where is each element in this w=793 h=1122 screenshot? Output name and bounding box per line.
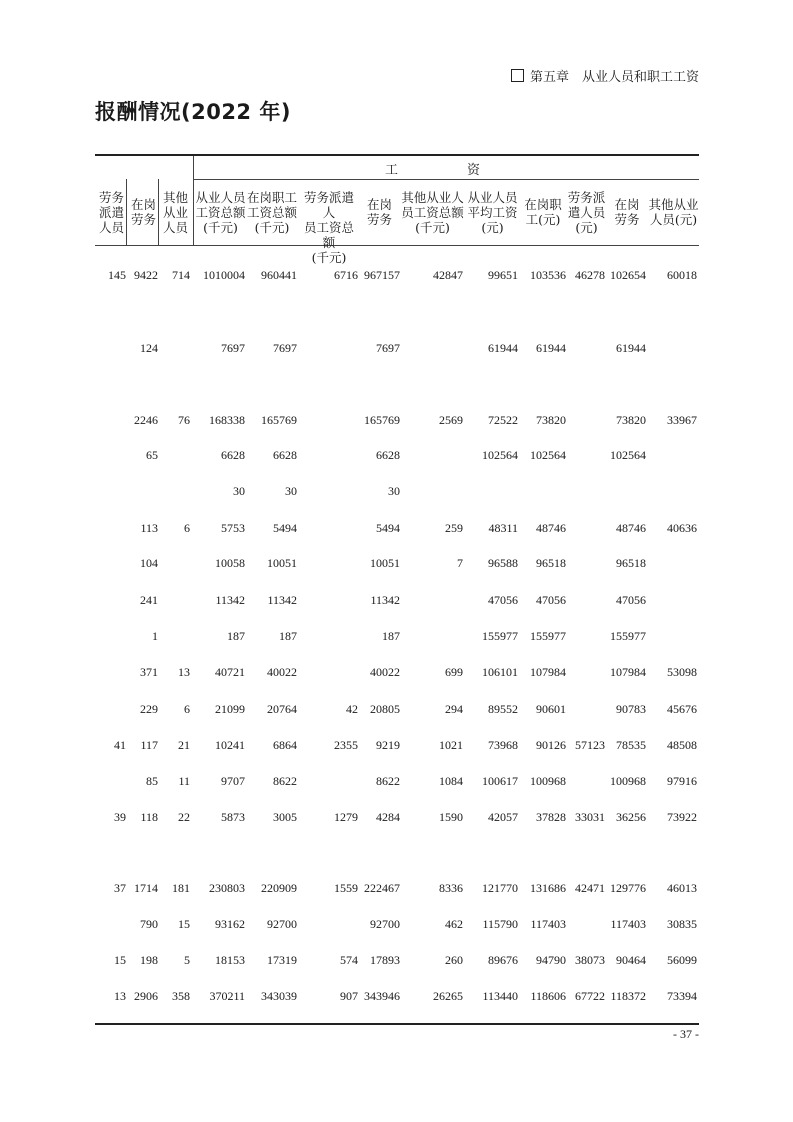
table-cell: 131686 [530,881,566,895]
table-cell: 3005 [273,810,297,824]
table-cell: 17319 [267,953,297,967]
table-cell: 97916 [667,774,697,788]
table-cell: 2355 [334,738,358,752]
table-cell: 198 [140,953,158,967]
table-cell: 102654 [610,268,646,282]
table-cell: 36256 [616,810,646,824]
table-cell: 17893 [370,953,400,967]
table-cell: 30 [388,484,400,498]
table-cell: 100617 [482,774,518,788]
column-header: 劳务派遣人 员工资总额 (千元) [303,189,354,265]
table-cell: 10241 [215,738,245,752]
table-cell: 181 [172,881,190,895]
table-cell: 11 [178,774,190,788]
table-cell: 53098 [667,665,697,679]
table-cell: 73922 [667,810,697,824]
column-header: 其他从业人 员工资总额 (千元) [401,189,464,235]
table-cell: 21099 [215,702,245,716]
table-cell: 8336 [439,881,463,895]
running-head [511,66,699,85]
table-cell: 73394 [667,989,697,1003]
table-cell: 42057 [488,810,518,824]
table-cell: 40721 [215,665,245,679]
table-cell: 90464 [616,953,646,967]
table-cell: 8622 [273,774,297,788]
table-cell: 7697 [376,341,400,355]
table-cell: 102564 [482,448,518,462]
table-cell: 96518 [616,556,646,570]
table-cell: 73820 [616,413,646,427]
table-cell: 2906 [134,989,158,1003]
table-cell: 222467 [364,881,400,895]
table-cell: 220909 [261,881,297,895]
table-cell: 96588 [488,556,518,570]
table-cell: 47056 [616,593,646,607]
table-cell: 115790 [482,917,518,931]
table-cell: 40022 [370,665,400,679]
table-cell: 7697 [221,341,245,355]
table-cell: 960441 [261,268,297,282]
column-header: 其他从业 人员(元) [648,197,699,227]
table-cell: 89552 [488,702,518,716]
table-cell: 90126 [536,738,566,752]
table-cell: 107984 [610,665,646,679]
table-cell: 48311 [488,521,518,535]
table-cell: 10051 [370,556,400,570]
table-cell: 7697 [273,341,297,355]
table-cell: 370211 [209,989,245,1003]
table-cell: 371 [140,665,158,679]
table-cell: 9219 [376,738,400,752]
table-cell: 6628 [376,448,400,462]
table-cell: 1714 [134,881,158,895]
table-cell: 103536 [530,268,566,282]
table-cell: 229 [140,702,158,716]
table-cell: 9707 [221,774,245,788]
table-cell: 21 [178,738,190,752]
table-cell: 168338 [209,413,245,427]
table-cell: 33031 [575,810,605,824]
table-cell: 5494 [376,521,400,535]
table-cell: 60018 [667,268,697,282]
column-header: 从业人员 工资总额 (千元) [195,189,246,235]
header-bottom-rule [95,245,699,246]
table-cell: 42471 [575,881,605,895]
table-cell: 102564 [530,448,566,462]
page-number: - 37 - [673,1027,699,1041]
table-cell: 574 [340,953,358,967]
table-cell: 187 [279,629,297,643]
column-header: 在岗职工 工资总额 (千元) [246,189,297,235]
table-cell: 6628 [273,448,297,462]
table-cell: 107984 [530,665,566,679]
table-cell: 15 [114,953,126,967]
table-cell: 46013 [667,881,697,895]
group-header-wages: 工 资 [384,163,508,178]
table-cell: 61944 [488,341,518,355]
table-bottom-rule [95,1023,699,1025]
page-title: 报酬情况(2022 年) [95,100,291,124]
table-cell: 90601 [536,702,566,716]
table-cell: 259 [445,521,463,535]
table-cell: 1021 [439,738,463,752]
table-cell: 94790 [536,953,566,967]
table-cell: 67722 [575,989,605,1003]
table-cell: 26265 [433,989,463,1003]
table-cell: 187 [382,629,400,643]
table-cell: 42 [346,702,358,716]
table-cell: 117403 [530,917,566,931]
table-cell: 11342 [267,593,297,607]
table-cell: 187 [227,629,245,643]
table-cell: 41 [114,738,126,752]
table-cell: 124 [140,341,158,355]
table-cell: 155977 [610,629,646,643]
table-cell: 20805 [370,702,400,716]
table-cell: 117 [140,738,158,752]
table-cell: 48746 [536,521,566,535]
header-sub-rule [194,179,699,180]
table-cell: 72522 [488,413,518,427]
table-cell: 1010004 [203,268,245,282]
table-cell: 42847 [433,268,463,282]
table-cell: 5494 [273,521,297,535]
table-cell: 5753 [221,521,245,535]
table-cell: 48508 [667,738,697,752]
table-cell: 6 [184,521,190,535]
table-cell: 462 [445,917,463,931]
table-cell: 13 [178,665,190,679]
square-icon [511,69,524,82]
table-cell: 699 [445,665,463,679]
table-top-rule [95,154,699,156]
table-cell: 907 [340,989,358,1003]
table-cell: 2569 [439,413,463,427]
table-cell: 40636 [667,521,697,535]
table-cell: 104 [140,556,158,570]
table-cell: 5 [184,953,190,967]
table-cell: 343946 [364,989,400,1003]
table-cell: 260 [445,953,463,967]
table-cell: 6628 [221,448,245,462]
table-cell: 8622 [376,774,400,788]
table-cell: 30 [233,484,245,498]
table-cell: 102564 [610,448,646,462]
table-cell: 7 [457,556,463,570]
table-cell: 48746 [616,521,646,535]
table-cell: 92700 [370,917,400,931]
table-cell: 85 [146,774,158,788]
table-cell: 6716 [334,268,358,282]
table-cell: 113 [140,521,158,535]
table-cell: 61944 [536,341,566,355]
table-cell: 90783 [616,702,646,716]
table-cell: 40022 [267,665,297,679]
table-cell: 30 [285,484,297,498]
table-cell: 100968 [610,774,646,788]
table-cell: 106101 [482,665,518,679]
column-header: 在岗职 工(元) [524,197,562,227]
table-cell: 33967 [667,413,697,427]
column-header: 从业人员 平均工资 (元) [467,189,518,235]
table-cell: 10051 [267,556,297,570]
table-cell: 1590 [439,810,463,824]
table-cell: 92700 [267,917,297,931]
table-cell: 241 [140,593,158,607]
table-cell: 89676 [488,953,518,967]
table-cell: 9422 [134,268,158,282]
table-cell: 46278 [575,268,605,282]
table-cell: 47056 [488,593,518,607]
table-cell: 61944 [616,341,646,355]
table-cell: 790 [140,917,158,931]
column-header: 劳务派 遣人员 (元) [567,189,606,235]
table-cell: 11342 [370,593,400,607]
table-cell: 145 [108,268,126,282]
table-cell: 93162 [215,917,245,931]
table-cell: 129776 [610,881,646,895]
table-cell: 714 [172,268,190,282]
table-cell: 56099 [667,953,697,967]
table-cell: 45676 [667,702,697,716]
table-cell: 73968 [488,738,518,752]
table-cell: 100968 [530,774,566,788]
table-cell: 15 [178,917,190,931]
table-cell: 20764 [267,702,297,716]
table-cell: 155977 [530,629,566,643]
table-cell: 121770 [482,881,518,895]
table-cell: 99651 [488,268,518,282]
table-cell: 118606 [530,989,566,1003]
table-cell: 118 [140,810,158,824]
table-cell: 294 [445,702,463,716]
chapter-label: 第五章 从业人员和职工工资 [529,70,699,85]
table-cell: 358 [172,989,190,1003]
table-cell: 47056 [536,593,566,607]
table-cell: 1084 [439,774,463,788]
table-cell: 113440 [482,989,518,1003]
table-cell: 6 [184,702,190,716]
table-cell: 37 [114,881,126,895]
table-cell: 13 [114,989,126,1003]
table-cell: 22 [178,810,190,824]
table-cell: 1279 [334,810,358,824]
table-cell: 165769 [364,413,400,427]
table-cell: 11342 [215,593,245,607]
table-cell: 65 [146,448,158,462]
table-cell: 118372 [610,989,646,1003]
table-cell: 78535 [616,738,646,752]
table-cell: 57123 [575,738,605,752]
table-cell: 230803 [209,881,245,895]
table-cell: 967157 [364,268,400,282]
table-cell: 5873 [221,810,245,824]
table-cell: 4284 [376,810,400,824]
table-cell: 165769 [261,413,297,427]
table-cell: 39 [114,810,126,824]
table-cell: 117403 [610,917,646,931]
column-header: 其他 从业 人员 [162,189,188,235]
column-header: 在岗 劳务 [614,197,640,227]
table-cell: 73820 [536,413,566,427]
table-cell: 30835 [667,917,697,931]
table-cell: 2246 [134,413,158,427]
column-header: 劳务 派遣 人员 [98,189,124,235]
table-cell: 76 [178,413,190,427]
table-cell: 155977 [482,629,518,643]
table-cell: 1559 [334,881,358,895]
table-cell: 6864 [273,738,297,752]
table-cell: 37828 [536,810,566,824]
table-cell: 18153 [215,953,245,967]
table-cell: 38073 [575,953,605,967]
column-header: 在岗 劳务 [130,197,156,227]
table-cell: 1 [152,629,158,643]
table-cell: 10058 [215,556,245,570]
table-cell: 96518 [536,556,566,570]
column-header: 在岗 劳务 [366,197,392,227]
table-cell: 343039 [261,989,297,1003]
